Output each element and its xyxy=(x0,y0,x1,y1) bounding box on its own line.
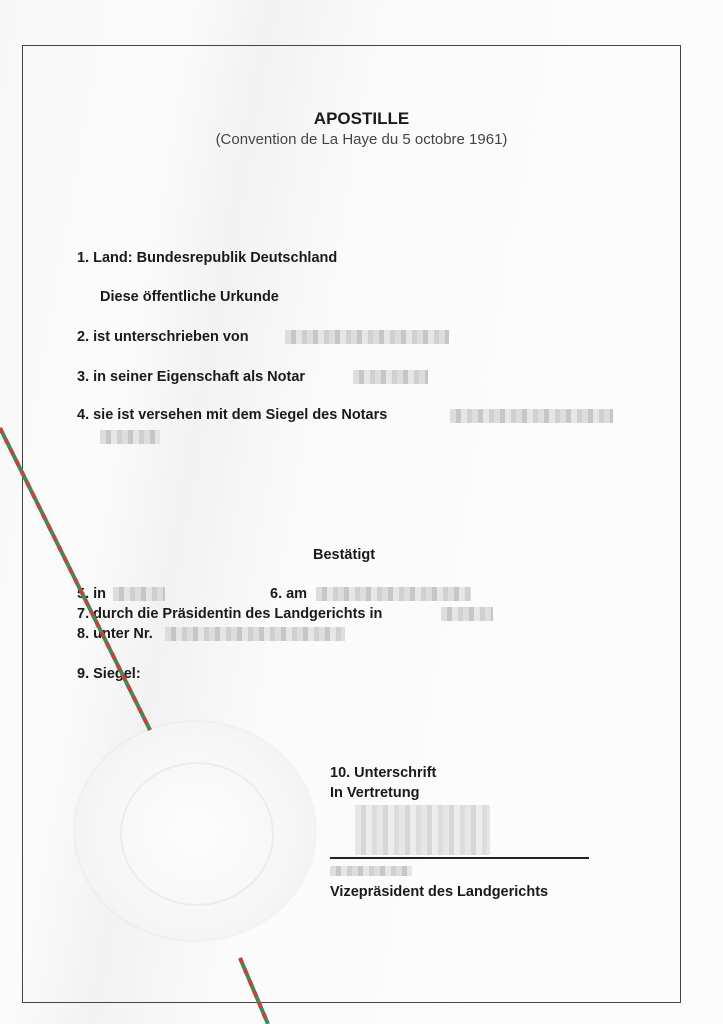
on-behalf-text: In Vertretung xyxy=(330,785,420,801)
item-10: 10. Unterschrift xyxy=(330,765,437,781)
intro-text: Diese öffentliche Urkunde xyxy=(100,289,279,305)
signer-title: Vizepräsident des Landgerichts xyxy=(330,884,549,900)
item-1: 1. Land: Bundesrepublik Deutschland xyxy=(77,250,338,266)
item-8: 8. unter Nr. xyxy=(77,626,153,642)
item-7: 7. durch die Präsidentin des Landgerichts in xyxy=(77,606,383,622)
document-subtitle: (Convention de La Haye du 5 octobre 1961) xyxy=(215,131,508,148)
document-title: APOSTILLE xyxy=(313,109,410,128)
item-9: 9. Siegel: xyxy=(77,666,141,682)
item-4: 4. sie ist versehen mit dem Siegel des Notars xyxy=(77,407,388,423)
confirmed-heading: Bestätigt xyxy=(313,547,376,563)
item-3: 3. in seiner Eigenschaft als Notar xyxy=(77,369,306,385)
item-2: 2. ist unterschrieben von xyxy=(77,329,249,345)
item-6: 6. am xyxy=(270,586,308,602)
item-5: 5. in xyxy=(77,586,107,602)
